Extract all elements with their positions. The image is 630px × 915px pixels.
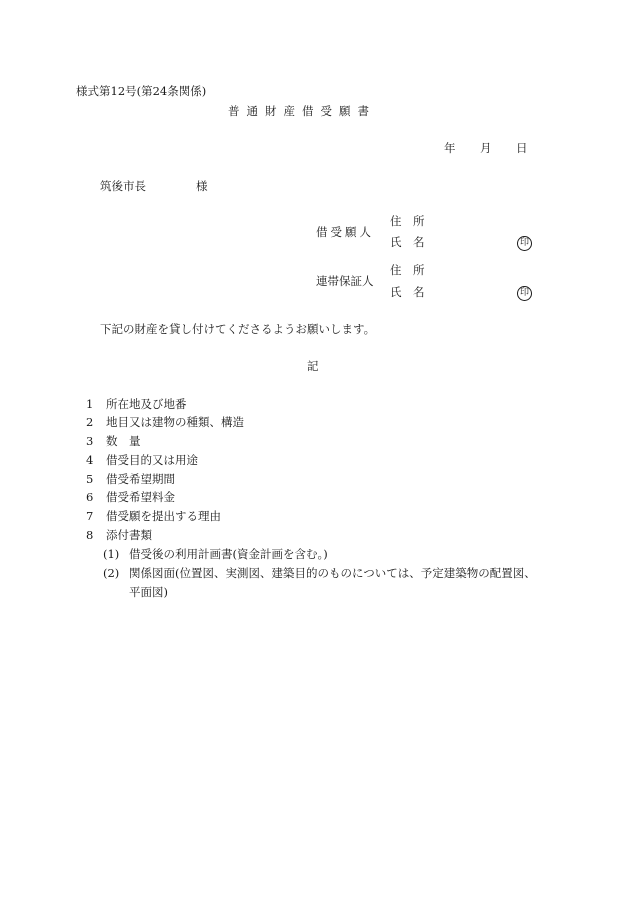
list-item: 3 数 量 [86, 434, 141, 448]
guarantor-seal-icon: 印 [517, 286, 532, 301]
addressee-name: 筑後市長 [100, 179, 146, 193]
list-item: 1 所在地及び地番 [86, 397, 187, 411]
guarantor-address-label: 住 所 [390, 263, 425, 277]
applicant-seal-icon: 印 [517, 236, 532, 251]
attachment-item-continuation: 平面図) [129, 585, 168, 599]
ki-heading: 記 [307, 359, 319, 373]
date-day: 日 [516, 141, 528, 155]
request-text: 下記の財産を貸し付けてくださるようお願いします。 [100, 322, 376, 336]
attachment-item: (2) 関係図面(位置図、実測図、建築目的のものについては、予定建築物の配置図、 [103, 566, 536, 580]
list-item: 7 借受願を提出する理由 [86, 509, 221, 523]
date-year: 年 [444, 141, 456, 155]
applicant-name-label: 氏 名 [390, 235, 425, 249]
attachment-item: (1) 借受後の利用計画書(資金計画を含む。) [103, 547, 328, 561]
list-item: 5 借受希望期間 [86, 472, 175, 486]
guarantor-name-label: 氏 名 [390, 285, 425, 299]
list-item: 4 借受目的又は用途 [86, 453, 198, 467]
applicant-role: 借受願人 [316, 225, 374, 239]
list-item: 6 借受希望料金 [86, 490, 175, 504]
list-item: 8 添付書類 [86, 528, 152, 542]
applicant-address-label: 住 所 [390, 214, 425, 228]
date-month: 月 [480, 141, 492, 155]
guarantor-role: 連帯保証人 [316, 274, 374, 288]
form-number: 様式第12号(第24条関係) [76, 84, 207, 98]
list-item: 2 地目又は建物の種類、構造 [86, 415, 244, 429]
document-title: 普通財産借受願書 [228, 104, 376, 118]
addressee-honorific: 様 [196, 179, 208, 193]
